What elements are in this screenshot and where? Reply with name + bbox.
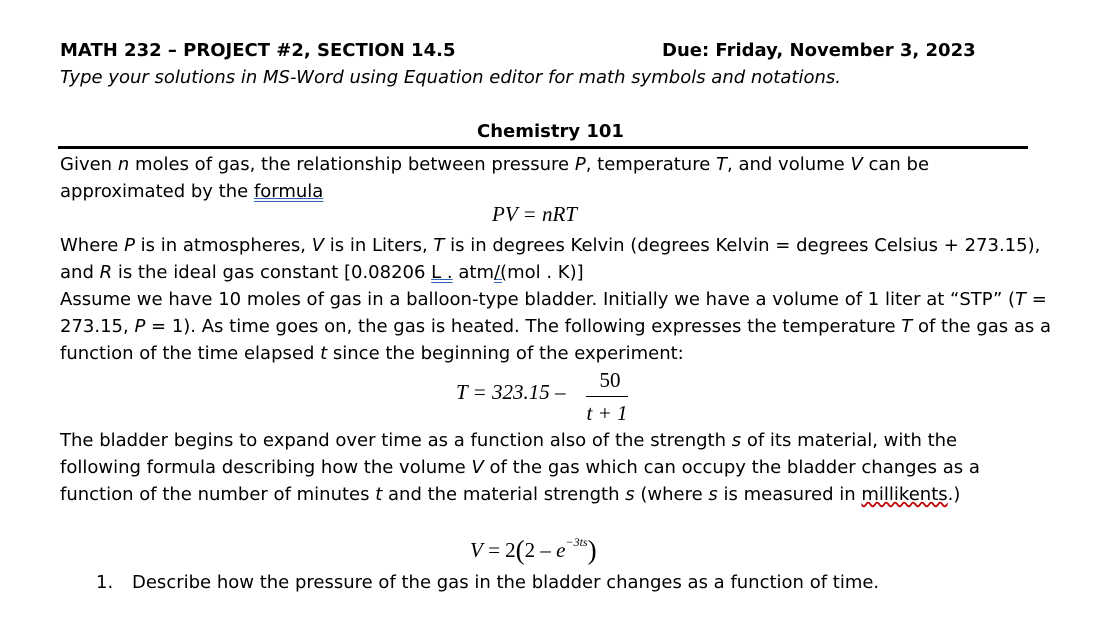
formula-link[interactable]: formula — [253, 181, 324, 202]
text-span: mol . K)] — [507, 262, 584, 283]
fraction-bar — [586, 396, 628, 397]
text-span: since the beginning of the experiment: — [327, 343, 684, 364]
ideal-gas-equation: PV = nRT — [492, 202, 577, 226]
text-span: of its material, with the — [741, 430, 958, 451]
section-title: Chemistry 101 — [477, 121, 624, 142]
var-V: V — [850, 154, 863, 175]
spellcheck-flagged-word[interactable]: millikents — [861, 484, 948, 505]
eq-lhs: V — [470, 538, 483, 562]
paragraph-1-line-2 — [60, 178, 1040, 205]
paragraph-4-line-1 — [60, 427, 1040, 454]
var-T: T — [433, 235, 445, 256]
text-span: = 1). As time goes on, the gas is heated. The following expresses the temperature — [145, 316, 902, 337]
var-T: T — [901, 316, 913, 337]
var-t: t — [375, 484, 383, 505]
text-span: .) — [947, 484, 961, 505]
unit-liter-marked: L . — [431, 262, 453, 283]
course-heading: MATH 232 – PROJECT #2, SECTION 14.5 — [60, 40, 456, 61]
volume-equation — [470, 535, 597, 566]
paragraph-3-line-2 — [60, 313, 1052, 340]
eq-inner: 2 – — [524, 538, 557, 562]
due-date: Due: Friday, November 3, 2023 — [662, 40, 976, 61]
text-span: Where — [60, 235, 125, 256]
fraction-denominator: t + 1 — [586, 401, 628, 425]
text-span: atm — [452, 262, 494, 283]
var-T: T — [1015, 289, 1027, 310]
text-span: 273.15, — [60, 316, 135, 337]
text-span: function of the number of minutes — [60, 484, 376, 505]
text-span: following formula describing how the volume — [60, 457, 472, 478]
eq-mid: = 2 — [482, 538, 516, 562]
instructions-text: Type your solutions in MS-Word using Equation editor for math symbols and notations. — [60, 67, 841, 88]
text-span: is measured in — [717, 484, 862, 505]
question-number: 1. — [96, 572, 114, 593]
paragraph-3-line-3 — [60, 340, 1040, 367]
eq-lhs: T = 323.15 – — [456, 380, 566, 404]
var-s: s — [708, 484, 718, 505]
question-text: Describe how the pressure of the gas in the bladder changes as a function of time. — [132, 572, 880, 593]
paragraph-2-line-1 — [60, 232, 1040, 259]
text-span: Assume we have 10 moles of gas in a balloon-type bladder. Initially we have a volume of 1 liter at “STP” ( — [60, 289, 1016, 310]
paragraph-4-line-2 — [60, 454, 1040, 481]
var-P: P — [134, 316, 146, 337]
text-span: and — [60, 262, 100, 283]
paragraph-1-line-1 — [60, 151, 1040, 178]
fraction-numerator: 50 — [599, 368, 621, 392]
text-span: Given — [60, 154, 118, 175]
temperature-equation-lhs — [456, 380, 565, 405]
text-span: of the gas which can occupy the bladder changes as a — [483, 457, 980, 478]
text-span: moles of gas, the relationship between pressure — [129, 154, 575, 175]
paragraph-3-line-1 — [60, 286, 1047, 313]
var-T: T — [716, 154, 728, 175]
text-span: , temperature — [585, 154, 717, 175]
text-span: can be — [862, 154, 930, 175]
section-divider — [58, 146, 1028, 149]
var-n: n — [117, 154, 130, 175]
text-span: is in Liters, — [324, 235, 434, 256]
var-V: V — [311, 235, 325, 256]
eq-paren-close: ) — [587, 535, 597, 565]
text-span: The bladder begins to expand over time as a function also of the strength — [60, 430, 732, 451]
var-P: P — [574, 154, 586, 175]
var-P: P — [124, 235, 135, 256]
paragraph-2-line-2 — [60, 259, 1040, 286]
var-t: t — [320, 343, 328, 364]
eq-e: e — [556, 538, 566, 562]
var-V: V — [471, 457, 484, 478]
text-span: of the gas as a — [912, 316, 1052, 337]
text-span: function of the time elapsed — [60, 343, 321, 364]
text-span: = — [1026, 289, 1047, 310]
text-span: is the ideal gas constant [0.08206 — [112, 262, 432, 283]
text-span: and the material strength — [382, 484, 626, 505]
eq-exponent: −3ts — [565, 535, 588, 549]
text-span: , and volume — [727, 154, 851, 175]
paragraph-4-line-3 — [60, 481, 1040, 508]
text-span: (where — [634, 484, 709, 505]
var-R: R — [99, 262, 113, 283]
text-span: is in atmospheres, — [134, 235, 312, 256]
var-s: s — [625, 484, 635, 505]
text-span: approximated by the — [60, 181, 254, 202]
unit-slash-marked: /( — [493, 262, 508, 283]
text-span: is in degrees Kelvin (degrees Kelvin = degrees Celsius + 273.15), — [444, 235, 1041, 256]
eq-paren-open: ( — [515, 535, 525, 565]
var-s: s — [731, 430, 742, 451]
